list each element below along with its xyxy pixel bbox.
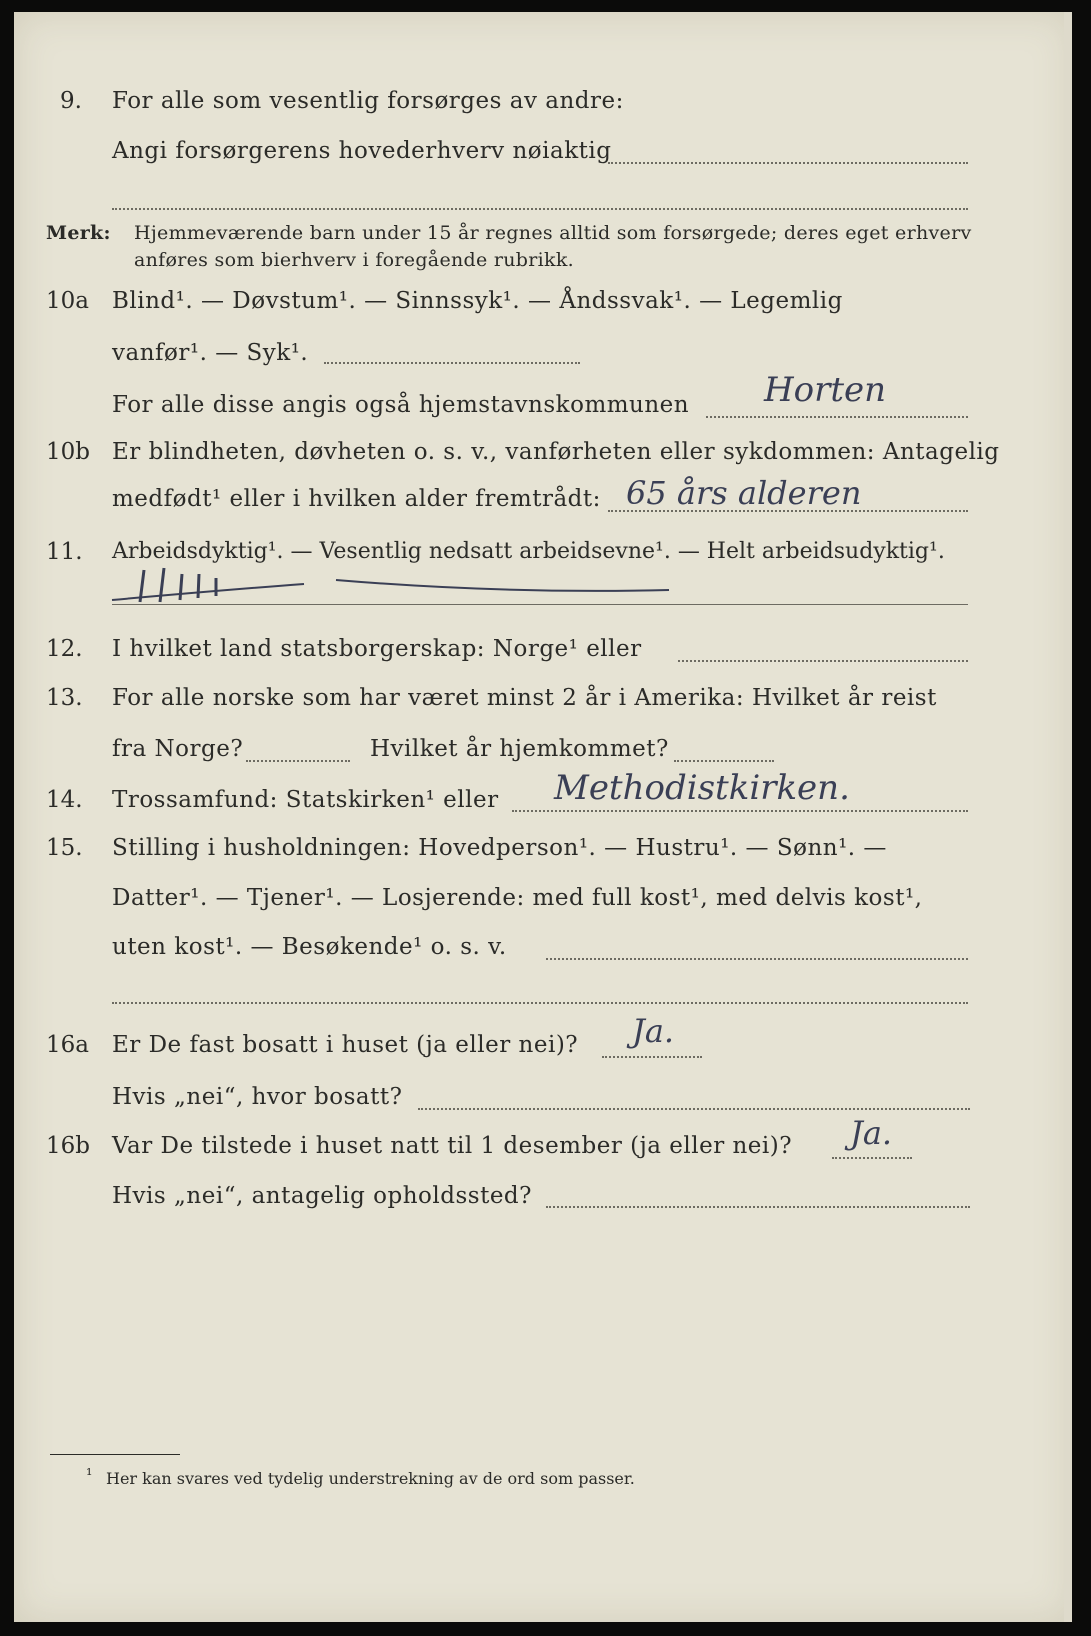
q12-line1: I hvilket land statsborgerskap: Norge¹ eller xyxy=(112,636,642,662)
q13-line2b: Hvilket år hjemkommet? xyxy=(370,736,669,762)
q16a-line2: Hvis „nei“, hvor bosatt? xyxy=(112,1084,403,1110)
q13-hjemkommet-line[interactable] xyxy=(674,760,774,762)
q10a-answer-line[interactable] xyxy=(706,416,968,418)
q13-reist-line[interactable] xyxy=(246,760,350,762)
q16b-answer-line[interactable] xyxy=(832,1157,912,1159)
footnote-rule xyxy=(50,1454,180,1455)
q12-number: 12. xyxy=(46,636,83,662)
q14-line1: Trossamfund: Statskirken¹ eller xyxy=(112,787,499,813)
footnote-mark: ¹ xyxy=(86,1465,93,1484)
q13-line1: For alle norske som har været minst 2 år i Amerika: Hvilket år reist xyxy=(112,685,937,711)
q14-answer-line[interactable] xyxy=(512,810,968,812)
merk-line2: anføres som bierhverv i foregående rubrikk. xyxy=(134,249,574,271)
q13-line2a: fra Norge? xyxy=(112,736,244,762)
q9-line2: Angi forsørgerens hovederhverv nøiaktig xyxy=(112,138,612,164)
q9-answer-line[interactable] xyxy=(608,162,968,164)
q16a-bosatt-line[interactable] xyxy=(418,1108,970,1110)
q10a-line2: vanfør¹. — Syk¹. xyxy=(112,340,309,366)
q16a-number: 16a xyxy=(46,1032,89,1058)
q11-handwritten-marks xyxy=(104,560,704,610)
q10b-number: 10b xyxy=(46,439,90,465)
page-edge xyxy=(1064,12,1072,1622)
q16a-handwritten-answer: Ja. xyxy=(632,1012,675,1050)
q11-line1: Arbeidsdyktig¹. — Vesentlig nedsatt arbeidsevne¹. — Helt arbeidsudyktig¹. xyxy=(112,539,945,564)
q9-line1: For alle som vesentlig forsørges av andre: xyxy=(112,88,624,114)
q10b-line2: medfødt¹ eller i hvilken alder fremtrådt: xyxy=(112,486,601,512)
q15-number: 15. xyxy=(46,835,83,861)
q16b-handwritten-answer: Ja. xyxy=(850,1114,893,1152)
census-form-page xyxy=(14,12,1072,1622)
merk-line1: Hjemmeværende barn under 15 år regnes alltid som forsørgede; deres eget erhverv xyxy=(134,222,972,244)
q16b-line1: Var De tilstede i huset natt til 1 desember (ja eller nei)? xyxy=(112,1133,793,1159)
q16b-opholdssted-line[interactable] xyxy=(546,1206,970,1208)
q15-line2: Datter¹. — Tjener¹. — Losjerende: med full kost¹, med delvis kost¹, xyxy=(112,885,923,911)
q10a-syk-line[interactable] xyxy=(324,362,580,364)
q15-line3: uten kost¹. — Besøkende¹ o. s. v. xyxy=(112,934,507,960)
q10a-number: 10a xyxy=(46,288,89,314)
q14-handwritten-answer: Methodistkirken. xyxy=(554,768,850,808)
q10a-line1: Blind¹. — Døvstum¹. — Sinnssyk¹. — Åndssvak¹. — Legemlig xyxy=(112,288,843,314)
merk-label: Merk: xyxy=(46,222,111,244)
q12-answer-line[interactable] xyxy=(678,660,968,662)
q10b-handwritten-answer: 65 års alderen xyxy=(626,474,862,512)
q10a-handwritten-answer: Horten xyxy=(764,370,887,410)
q9-answer-line-2[interactable] xyxy=(112,208,968,210)
q13-number: 13. xyxy=(46,685,83,711)
q11-number: 11. xyxy=(46,539,83,565)
q16b-number: 16b xyxy=(46,1133,90,1159)
q11-answer-line[interactable] xyxy=(112,604,968,605)
q10b-line1: Er blindheten, døvheten o. s. v., vanførheten eller sykdommen: Antagelig xyxy=(112,439,1000,465)
q10a-line3: For alle disse angis også hjemstavnskommunen xyxy=(112,392,690,418)
q14-number: 14. xyxy=(46,787,83,813)
q15-line1: Stilling i husholdningen: Hovedperson¹. — Hustru¹. — Sønn¹. — xyxy=(112,835,887,861)
q16a-line1: Er De fast bosatt i huset (ja eller nei)? xyxy=(112,1032,579,1058)
q9-number: 9. xyxy=(60,88,82,114)
footnote-text: Her kan svares ved tydelig understrekning av de ord som passer. xyxy=(106,1469,635,1488)
q15-answer-line[interactable] xyxy=(546,958,968,960)
q16a-answer-line[interactable] xyxy=(602,1056,702,1058)
q15-answer-line-2[interactable] xyxy=(112,1002,968,1004)
q16b-line2: Hvis „nei“, antagelig opholdssted? xyxy=(112,1183,532,1209)
